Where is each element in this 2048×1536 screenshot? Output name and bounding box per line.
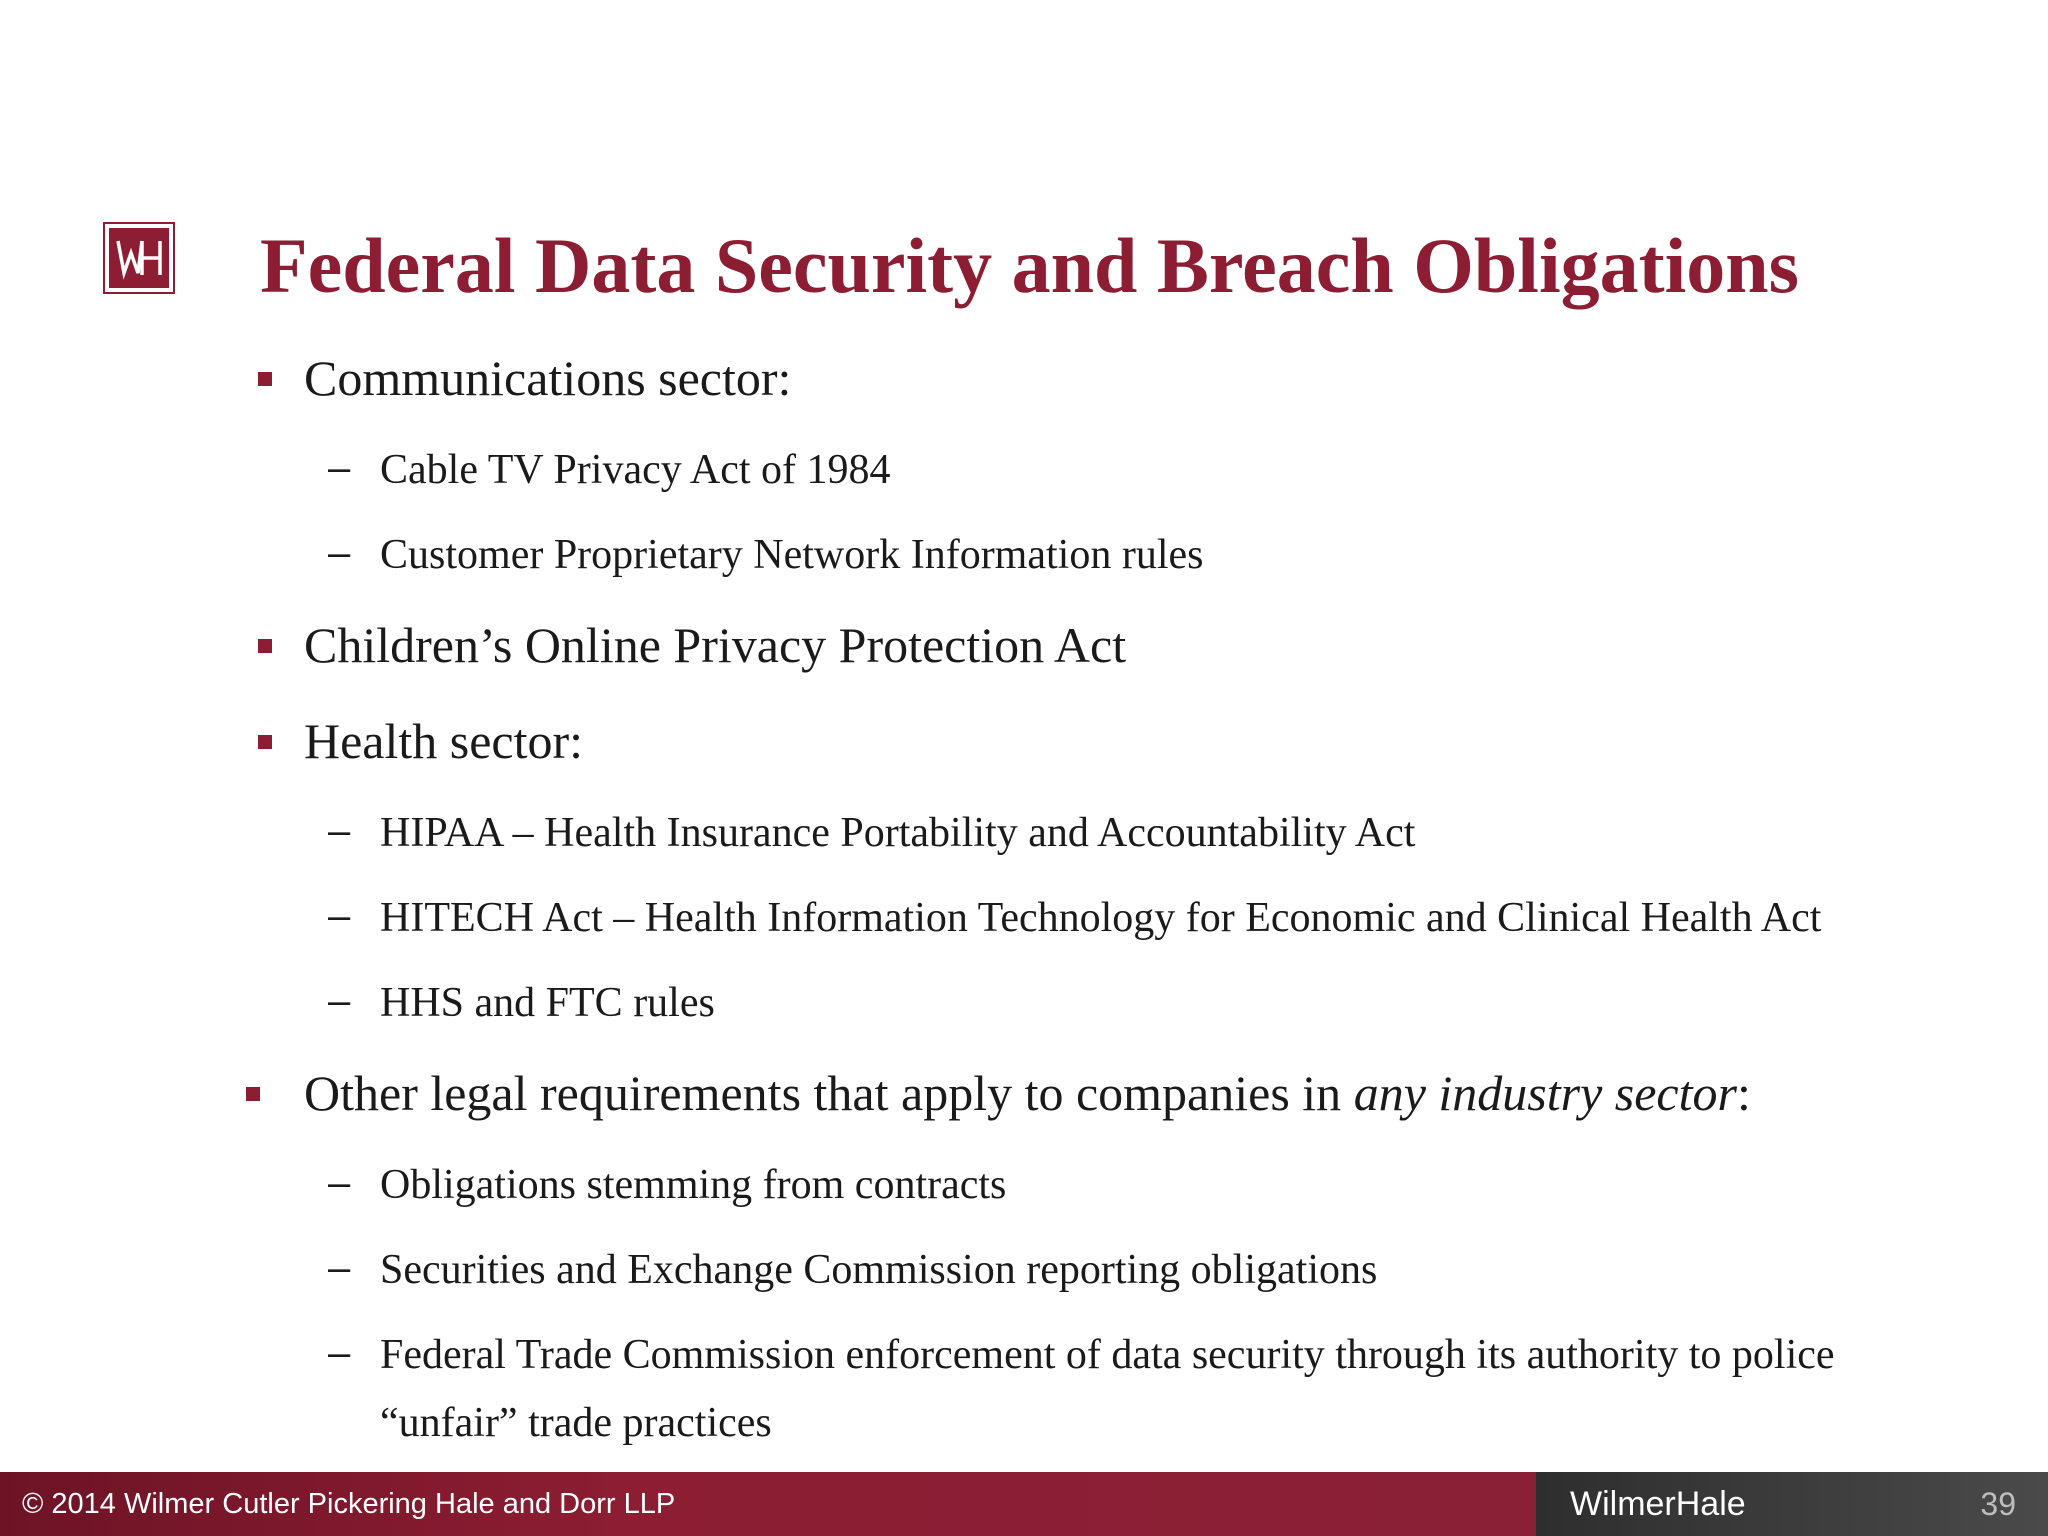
sub-bullet-label: HITECH Act – Health Information Technology for Economic and Clinical Health Act — [380, 895, 1822, 941]
slide-title: Federal Data Security and Breach Obligations — [260, 222, 1800, 309]
dash-bullet-icon: – — [328, 446, 351, 490]
sub-bullet-item — [328, 799, 1940, 867]
copyright-text: © 2014 Wilmer Cutler Pickering Hale and Dorr LLP — [22, 1488, 676, 1520]
footer-left-band — [0, 1472, 1536, 1536]
bullet-label-prefix: Other legal requirements that apply to companies in — [304, 1065, 1354, 1121]
bullet-item-other-legal — [304, 1063, 1751, 1123]
sub-bullet-label: Obligations stemming from contracts — [380, 1162, 1007, 1208]
sub-bullet-label: Federal Trade Commission enforcement of data security through its authority to police “unfair” trade practices — [380, 1332, 1835, 1446]
sub-bullet-item — [328, 1321, 1940, 1457]
square-bullet-icon — [258, 735, 272, 749]
sub-bullet-label: HHS and FTC rules — [380, 980, 715, 1026]
wh-monogram-icon — [109, 228, 169, 288]
dash-bullet-icon: – — [328, 809, 351, 853]
dash-bullet-icon: – — [328, 894, 351, 938]
page-number: 39 — [1980, 1486, 2016, 1522]
bullet-label-italic: any industry sector — [1353, 1065, 1737, 1121]
bullet-item-health — [304, 711, 583, 771]
bullet-label: Communications sector: — [304, 350, 792, 406]
brand-name: WilmerHale — [1570, 1485, 1746, 1523]
bullet-label: Children’s Online Privacy Protection Act — [304, 617, 1127, 673]
dash-bullet-icon: – — [328, 1331, 351, 1375]
sub-bullet-label: HIPAA – Health Insurance Portability and Accountability Act — [380, 810, 1416, 856]
sub-bullet-label: Cable TV Privacy Act of 1984 — [380, 447, 891, 493]
bullet-item-communications — [304, 348, 791, 408]
square-bullet-icon — [258, 639, 272, 653]
bullet-item-coppa — [304, 615, 1126, 675]
footer-bar — [0, 1472, 2048, 1536]
wilmerhale-logo — [103, 222, 175, 294]
sub-bullet-item — [328, 1151, 1940, 1219]
bullet-label: Health sector: — [304, 713, 584, 769]
square-bullet-icon — [258, 372, 272, 386]
sub-bullet-item — [328, 436, 1940, 504]
sub-bullet-label: Securities and Exchange Commission reporting obligations — [380, 1247, 1378, 1293]
sub-bullet-item — [328, 884, 1940, 952]
sub-bullet-label: Customer Proprietary Network Information rules — [380, 532, 1204, 578]
dash-bullet-icon: – — [328, 979, 351, 1023]
sub-bullet-item — [328, 521, 1940, 589]
dash-bullet-icon: – — [328, 1161, 351, 1205]
dash-bullet-icon: – — [328, 1246, 351, 1290]
dash-bullet-icon: – — [328, 531, 351, 575]
bullet-label-suffix: : — [1736, 1065, 1751, 1121]
sub-bullet-item — [328, 969, 1940, 1037]
square-bullet-icon — [246, 1087, 260, 1101]
sub-bullet-item — [328, 1236, 1940, 1304]
